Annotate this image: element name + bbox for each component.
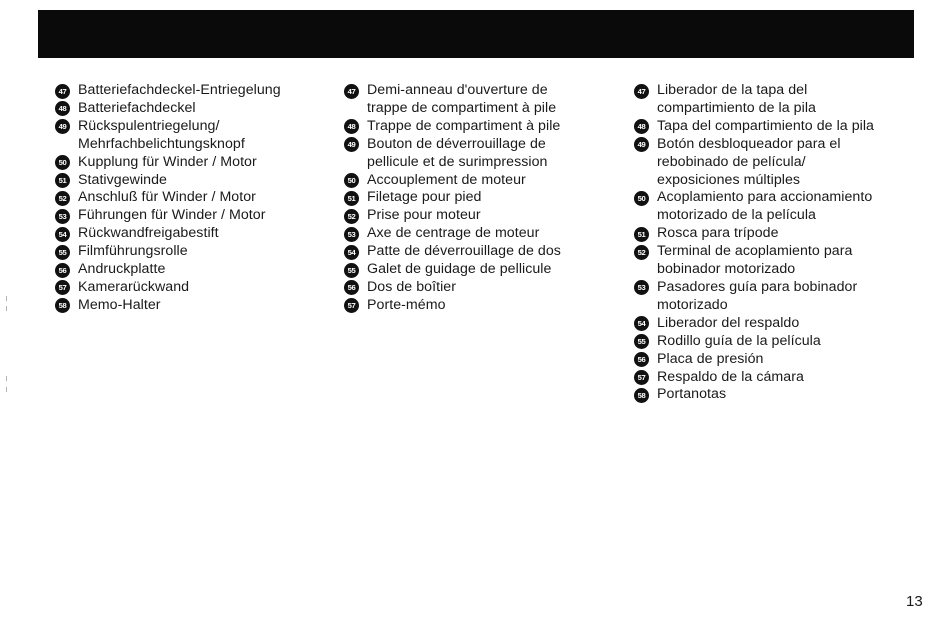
legend-item	[55, 261, 325, 279]
legend-item	[55, 243, 325, 261]
margin-mark	[6, 387, 7, 392]
item-label: Galet de guidage de pellicule	[367, 261, 552, 278]
item-number-badge: 52	[634, 245, 649, 260]
item-number-badge: 58	[634, 388, 649, 403]
item-number-badge: 52	[55, 191, 70, 206]
column-spanish	[634, 82, 934, 404]
header-bar	[38, 10, 914, 58]
item-label: Tapa del compartimiento de la pila	[657, 117, 874, 134]
item-number-badge: 49	[634, 137, 649, 152]
item-label: Kamerarückwand	[78, 278, 190, 295]
legend-item	[344, 172, 624, 190]
item-number-badge: 52	[344, 209, 359, 224]
item-number-badge: 48	[634, 119, 649, 134]
legend-item	[55, 82, 325, 100]
legend-item	[55, 118, 325, 154]
legend-item	[634, 243, 934, 279]
legend-item	[344, 136, 624, 172]
margin-mark	[6, 376, 7, 381]
item-number-badge: 55	[344, 263, 359, 278]
item-label: Batteriefachdeckel	[78, 99, 196, 116]
item-number-badge: 48	[344, 119, 359, 134]
legend-item	[634, 225, 934, 243]
legend-item	[344, 82, 624, 118]
legend-item	[55, 207, 325, 225]
item-number-badge: 53	[55, 209, 70, 224]
item-label: Terminal de acoplamiento para bobinador motorizado	[657, 243, 853, 278]
item-number-badge: 51	[634, 227, 649, 242]
item-number-badge: 53	[634, 280, 649, 295]
item-label: Accouplement de moteur	[367, 171, 526, 188]
item-number-badge: 57	[344, 298, 359, 313]
legend-item	[344, 261, 624, 279]
item-label: Führungen für Winder / Motor	[78, 207, 266, 224]
item-number-badge: 47	[634, 84, 649, 99]
item-label: Acoplamiento para accionamiento motorizado de la película	[657, 189, 873, 224]
item-label: Filmführungsrolle	[78, 243, 188, 260]
item-number-badge: 48	[55, 101, 70, 116]
legend-item	[55, 172, 325, 190]
item-label: Axe de centrage de moteur	[367, 225, 540, 242]
legend-item	[634, 386, 934, 404]
item-number-badge: 58	[55, 298, 70, 313]
item-label: Kupplung für Winder / Motor	[78, 153, 257, 170]
item-label: Botón desbloqueador para el rebobinado de película/ exposiciones múltiples	[657, 135, 841, 188]
legend-item	[344, 225, 624, 243]
legend-item	[344, 118, 624, 136]
column-french	[344, 82, 624, 315]
margin-mark	[6, 296, 7, 301]
item-label: Placa de presión	[657, 350, 764, 367]
legend-item	[55, 297, 325, 315]
legend-item	[634, 82, 934, 118]
item-number-badge: 53	[344, 227, 359, 242]
item-number-badge: 50	[344, 173, 359, 188]
item-label: Andruckplatte	[78, 261, 166, 278]
legend-item	[344, 297, 624, 315]
item-label: Dos de boîtier	[367, 278, 457, 295]
item-label: Rosca para trípode	[657, 225, 779, 242]
item-label: Trappe de compartiment à pile	[367, 117, 561, 134]
legend-item	[55, 279, 325, 297]
legend-item	[55, 100, 325, 118]
item-label: Prise pour moteur	[367, 207, 481, 224]
item-label: Respaldo de la cámara	[657, 368, 804, 385]
item-label: Demi-anneau d'ouverture de trappe de compartiment à pile	[367, 82, 557, 116]
item-label: Liberador del respaldo	[657, 314, 800, 331]
legend-item	[634, 136, 934, 190]
item-label: Pasadores guía para bobinador motorizado	[657, 278, 858, 313]
item-number-badge: 54	[634, 316, 649, 331]
item-label: Bouton de déverrouillage de pellicule et de surimpression	[367, 135, 548, 170]
item-number-badge: 57	[634, 370, 649, 385]
item-label: Liberador de la tapa del compartimiento de la pila	[657, 82, 816, 116]
item-number-badge: 55	[55, 245, 70, 260]
item-label: Rodillo guía de la película	[657, 332, 821, 349]
item-number-badge: 57	[55, 280, 70, 295]
legend-item	[634, 369, 934, 387]
item-label: Portanotas	[657, 386, 727, 403]
item-number-badge: 50	[55, 155, 70, 170]
item-number-badge: 49	[55, 119, 70, 134]
legend-item	[634, 189, 934, 225]
item-label: Filetage pour pied	[367, 189, 482, 206]
item-label: Rückspulentriegelung/ Mehrfachbelichtungsknopf	[78, 117, 245, 152]
column-german	[55, 82, 325, 315]
item-label: Stativgewinde	[78, 171, 167, 188]
item-number-badge: 50	[634, 191, 649, 206]
legend-item	[634, 279, 934, 315]
page-number: 13	[906, 593, 923, 610]
item-number-badge: 56	[344, 280, 359, 295]
item-label: Patte de déverrouillage de dos	[367, 243, 561, 260]
item-number-badge: 47	[344, 84, 359, 99]
item-label: Anschluß für Winder / Motor	[78, 189, 256, 206]
item-number-badge: 47	[55, 84, 70, 99]
item-label: Memo-Halter	[78, 296, 161, 313]
item-number-badge: 54	[55, 227, 70, 242]
item-number-badge: 51	[55, 173, 70, 188]
item-number-badge: 54	[344, 245, 359, 260]
legend-item	[634, 118, 934, 136]
item-label: Batteriefachdeckel-Entriegelung	[78, 82, 281, 98]
item-number-badge: 51	[344, 191, 359, 206]
legend-item	[55, 154, 325, 172]
legend-item	[55, 225, 325, 243]
margin-mark	[6, 306, 7, 311]
legend-item	[344, 243, 624, 261]
item-label: Rückwandfreigabestift	[78, 225, 219, 242]
legend-item	[634, 333, 934, 351]
item-number-badge: 56	[634, 352, 649, 367]
legend-item	[55, 189, 325, 207]
item-number-badge: 56	[55, 263, 70, 278]
legend-item	[344, 207, 624, 225]
item-number-badge: 49	[344, 137, 359, 152]
legend-item	[344, 189, 624, 207]
legend-item	[634, 351, 934, 369]
legend-item	[634, 315, 934, 333]
item-number-badge: 55	[634, 334, 649, 349]
item-label: Porte-mémo	[367, 296, 446, 313]
legend-item	[344, 279, 624, 297]
